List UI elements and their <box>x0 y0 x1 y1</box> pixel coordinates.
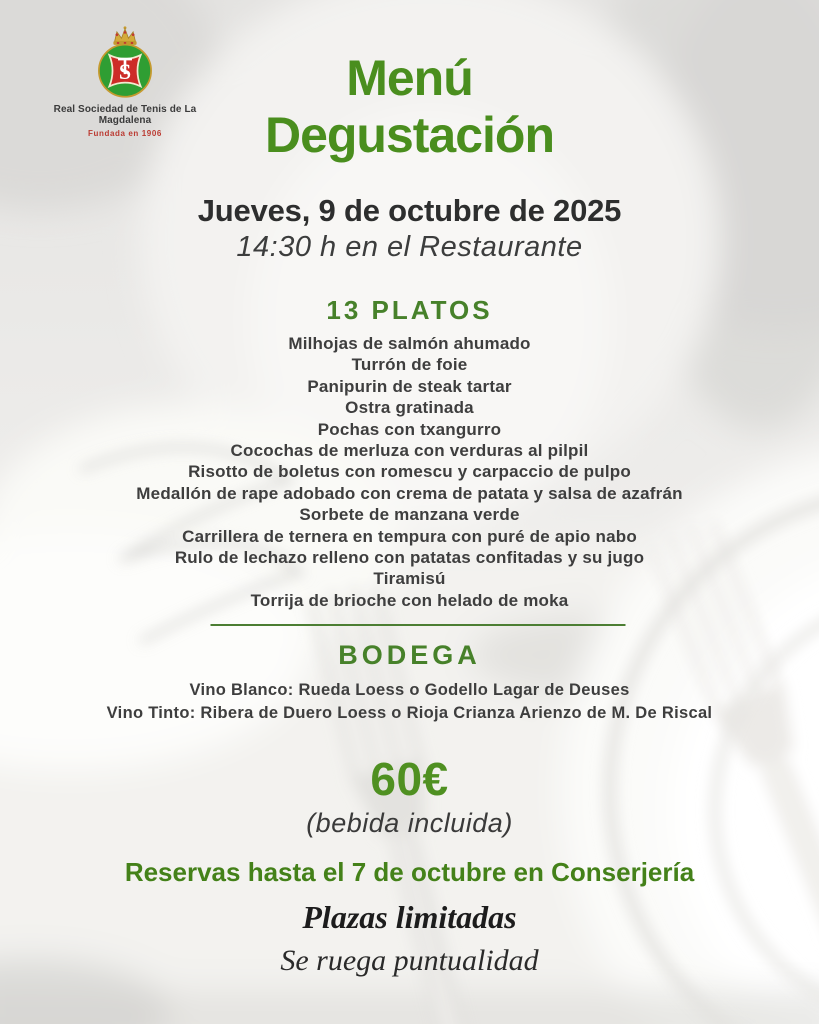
dish-item: Rulo de lechazo relleno con patatas confitadas y su jugo <box>174 548 645 568</box>
dish-item: Panipurin de steak tartar <box>307 376 512 396</box>
limited-seats-note: Plazas limitadas <box>302 899 517 935</box>
dish-item: Torrija de brioche con helado de moka <box>250 590 569 610</box>
page-title <box>0 50 819 164</box>
dish-item: Sorbete de manzana verde <box>299 505 520 525</box>
title-line-1: Menú <box>346 50 473 106</box>
event-time-place: 14:30 h en el Restaurante <box>236 231 583 263</box>
section-divider <box>210 624 625 626</box>
dish-item: Turrón de foie <box>351 355 468 375</box>
dish-item: Risotto de boletus con romescu y carpaccio de pulpo <box>188 462 631 482</box>
wine-item: Vino Blanco: Rueda Loess o Godello Lagar de Deuses <box>189 681 630 699</box>
dish-item: Pochas con txangurro <box>317 419 502 439</box>
drinks-included-note: (bebida incluida) <box>306 808 513 838</box>
reservation-deadline: Reservas hasta el 7 de octubre en Conserjería <box>124 857 695 887</box>
dish-list <box>0 333 819 611</box>
dish-item: Ostra gratinada <box>345 398 474 418</box>
dish-item: Medallón de rape adobado con crema de patata y salsa de azafrán <box>136 483 683 503</box>
svg-text:S: S <box>118 58 132 84</box>
dish-item: Tiramisú <box>373 569 446 589</box>
club-founded-year: Fundada en 1906 <box>88 129 162 138</box>
dish-item: Cocochas de merluza con verduras al pilpil <box>230 441 589 461</box>
dishes-heading: 13 PLATOS <box>326 295 493 325</box>
event-date: Jueves, 9 de octubre de 2025 <box>197 193 622 228</box>
title-line-2: Degustación <box>264 107 555 163</box>
club-name: Real Sociedad de Tenis de La Magdalena <box>53 104 197 126</box>
bodega-heading: BODEGA <box>338 640 481 670</box>
punctuality-note: Se ruega puntualidad <box>280 944 539 977</box>
dish-item: Carrillera de ternera en tempura con puré de apio nabo <box>182 526 637 546</box>
wine-item: Vino Tinto: Ribera de Duero Loess o Rioja Crianza Arienzo de M. De Riscal <box>106 703 713 722</box>
wine-list <box>0 679 819 724</box>
price: 60€ <box>370 753 449 805</box>
dish-item: Milhojas de salmón ahumado <box>288 334 531 353</box>
